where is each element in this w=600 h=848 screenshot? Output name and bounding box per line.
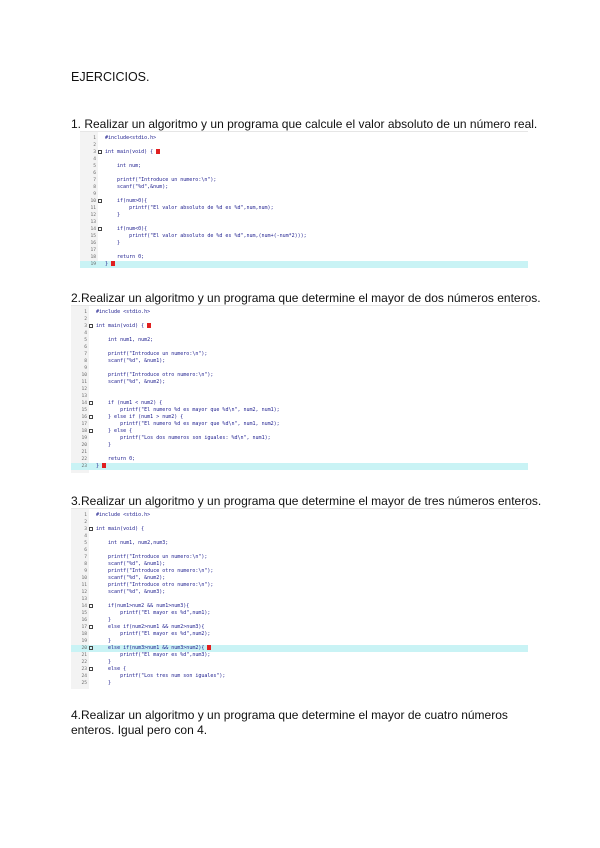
code-line: [71, 526, 528, 533]
code-text: }: [96, 617, 112, 623]
line-number: 3: [84, 527, 87, 532]
line-number: 19: [81, 639, 87, 644]
code-line: [71, 407, 528, 414]
code-text: int num1, num2;: [96, 337, 154, 343]
code-line: [71, 652, 528, 659]
code-line: [80, 254, 528, 261]
line-number: 13: [81, 394, 87, 399]
line-number: 16: [81, 618, 87, 623]
code-line: [71, 351, 528, 358]
code-text: int main(void) {: [96, 526, 145, 532]
question-4: 4.Realizar un algoritmo y un programa que determine el mayor de cuatro números enteros. Igual pero con 4.: [71, 708, 508, 737]
code-text: }: [105, 212, 121, 218]
code-text: }: [105, 240, 121, 246]
code-line: [71, 645, 528, 652]
line-number: 4: [84, 331, 87, 336]
line-number: 10: [90, 199, 96, 204]
line-number: 18: [90, 255, 96, 260]
code-line: [71, 666, 528, 673]
line-number: 23: [81, 464, 87, 469]
line-number: 13: [81, 597, 87, 602]
code-line: [71, 463, 528, 470]
code-line: [71, 365, 528, 372]
code-text: else if(num3>num1 && num3>num2){: [96, 645, 211, 652]
code-screenshot-2: [71, 305, 528, 473]
fold-toggle-icon[interactable]: [89, 646, 93, 650]
page-title: EJERCICIOS.: [71, 70, 150, 84]
line-number: 4: [84, 534, 87, 539]
line-number: 11: [81, 380, 87, 385]
code-line: [80, 261, 528, 268]
line-number: 8: [84, 359, 87, 364]
fold-toggle-icon[interactable]: [89, 527, 93, 531]
code-line: [80, 226, 528, 233]
code-text: printf("El valor absoluto de %d es %d",num,num);: [105, 205, 274, 211]
code-text: if(num>0){: [105, 198, 148, 204]
line-number: 4: [93, 157, 96, 162]
line-number: 1: [93, 136, 96, 141]
line-number: 10: [81, 373, 87, 378]
code-text: printf("El mayor es %d",num2);: [96, 631, 211, 637]
code-line: [71, 554, 528, 561]
line-number: 19: [81, 436, 87, 441]
cursor-marker-icon: [207, 645, 211, 650]
line-number: 19: [90, 262, 96, 267]
code-line: [71, 659, 528, 666]
code-line: [80, 233, 528, 240]
code-line: [71, 372, 528, 379]
code-text: scanf("%d", &num3);: [96, 589, 166, 595]
code-line: [71, 519, 528, 526]
code-line: [80, 135, 528, 142]
line-number: 10: [81, 576, 87, 581]
line-number: 23: [81, 667, 87, 672]
code-line: [80, 205, 528, 212]
fold-toggle-icon[interactable]: [89, 604, 93, 608]
code-text: } else {: [96, 428, 133, 434]
cursor-marker-icon: [156, 149, 160, 154]
line-number: 9: [93, 192, 96, 197]
code-line: [71, 589, 528, 596]
code-text: printf("Introduce un numero:\n");: [105, 177, 217, 183]
cursor-marker-icon: [147, 323, 151, 328]
code-line: [71, 379, 528, 386]
code-text: printf("El mayor es %d",num3);: [96, 652, 211, 658]
code-line: [80, 191, 528, 198]
code-line: [71, 316, 528, 323]
code-line: [80, 156, 528, 163]
line-number: 18: [81, 429, 87, 434]
code-text: if(num<0){: [105, 226, 148, 232]
code-line: [71, 561, 528, 568]
code-text: printf("El numero %d es mayor que %d\n", num1, num2);: [96, 421, 280, 427]
line-number: 14: [81, 401, 87, 406]
code-text: #include<stdio.h>: [105, 135, 157, 141]
code-text: int num;: [105, 163, 142, 169]
code-text: printf("El numero %d es mayor que %d\n", num2, num1);: [96, 407, 280, 413]
line-number: 2: [84, 317, 87, 322]
fold-toggle-icon[interactable]: [89, 415, 93, 419]
fold-toggle-icon[interactable]: [98, 150, 102, 154]
code-text: }: [105, 261, 115, 268]
fold-toggle-icon[interactable]: [98, 227, 102, 231]
code-line: [71, 344, 528, 351]
fold-toggle-icon[interactable]: [98, 199, 102, 203]
code-text: printf("Introduce otro numero:\n");: [96, 582, 214, 588]
line-number: 20: [81, 443, 87, 448]
code-line: [80, 240, 528, 247]
fold-toggle-icon[interactable]: [89, 667, 93, 671]
code-line: [71, 631, 528, 638]
line-number: 5: [93, 164, 96, 169]
code-text: printf("Introduce un numero:\n");: [96, 554, 208, 560]
code-text: scanf("%d",&num);: [105, 184, 169, 190]
code-line: [71, 512, 528, 519]
code-text: return 0;: [105, 254, 145, 260]
line-number: 2: [84, 520, 87, 525]
code-text: else {: [96, 666, 127, 672]
line-number: 7: [93, 178, 96, 183]
fold-toggle-icon[interactable]: [89, 625, 93, 629]
line-number: 21: [81, 653, 87, 658]
fold-toggle-icon[interactable]: [89, 429, 93, 433]
line-number: 24: [81, 674, 87, 679]
code-screenshot-1: [80, 131, 528, 268]
code-line: [80, 184, 528, 191]
line-number: 17: [90, 248, 96, 253]
line-number: 11: [90, 206, 96, 211]
line-number: 12: [90, 213, 96, 218]
line-number: 20: [81, 646, 87, 651]
code-line: [71, 309, 528, 316]
line-number: 7: [84, 555, 87, 560]
code-text: return 0;: [96, 456, 136, 462]
code-text: printf("Introduce otro numero:\n");: [96, 568, 214, 574]
code-line: [71, 456, 528, 463]
code-line: [80, 198, 528, 205]
code-text: }: [96, 680, 112, 686]
code-line: [71, 386, 528, 393]
question-1: 1. Realizar un algoritmo y un programa que calcule el valor absoluto de un número real.: [71, 117, 538, 131]
code-text: printf("Los dos numeros son iguales: %d\n", num1);: [96, 435, 271, 441]
code-line: [71, 617, 528, 624]
code-line: [71, 421, 528, 428]
question-2: 2.Realizar un algoritmo y un programa que determine el mayor de dos números enteros.: [71, 291, 541, 305]
line-number: 22: [81, 457, 87, 462]
code-text: if(num1>num2 && num1>num3){: [96, 603, 190, 609]
code-line: [71, 533, 528, 540]
line-number: 16: [81, 415, 87, 420]
line-number: 3: [84, 324, 87, 329]
line-number: 21: [81, 450, 87, 455]
code-text: }: [96, 442, 112, 448]
code-line: [71, 323, 528, 330]
line-number: 22: [81, 660, 87, 665]
code-text: } else if (num1 > num2) {: [96, 414, 184, 420]
code-line: [71, 540, 528, 547]
code-line: [71, 547, 528, 554]
code-text: printf("El valor absoluto de %d es %d",num,(num+(-num*2)));: [105, 233, 307, 239]
line-number: 15: [81, 611, 87, 616]
cursor-marker-icon: [111, 261, 115, 266]
fold-toggle-icon[interactable]: [89, 324, 93, 328]
code-text: int main(void) {: [96, 323, 151, 330]
code-line: [80, 219, 528, 226]
code-text: if (num1 < num2) {: [96, 400, 163, 406]
code-line: [71, 400, 528, 407]
code-line: [71, 582, 528, 589]
code-text: printf("Los tres num son iguales");: [96, 673, 226, 679]
line-number: 9: [84, 569, 87, 574]
line-number: 12: [81, 387, 87, 392]
line-number: 16: [90, 241, 96, 246]
code-text: printf("Introduce otro numero:\n");: [96, 372, 214, 378]
code-line: [71, 673, 528, 680]
code-line: [71, 435, 528, 442]
code-line: [80, 170, 528, 177]
line-number: 5: [84, 338, 87, 343]
line-number: 17: [81, 422, 87, 427]
code-line: [71, 358, 528, 365]
code-text: }: [96, 463, 106, 470]
cursor-marker-icon: [102, 463, 106, 468]
code-line: [71, 596, 528, 603]
line-number: 15: [90, 234, 96, 239]
line-number: 8: [93, 185, 96, 190]
line-number: 12: [81, 590, 87, 595]
code-line: [71, 330, 528, 337]
line-number: 13: [90, 220, 96, 225]
code-line: [71, 337, 528, 344]
line-number: 15: [81, 408, 87, 413]
line-number: 3: [93, 150, 96, 155]
code-line: [71, 568, 528, 575]
code-text: #include <stdio.h>: [96, 512, 151, 518]
line-number: 14: [81, 604, 87, 609]
code-text: int num1, num2,num3;: [96, 540, 169, 546]
code-text: int main(void) {: [105, 149, 160, 156]
code-line: [80, 142, 528, 149]
code-line: [71, 680, 528, 687]
code-line: [71, 442, 528, 449]
code-text: scanf("%d", &num1);: [96, 561, 166, 567]
code-line: [71, 624, 528, 631]
code-text: printf("Introduce un numero:\n");: [96, 351, 208, 357]
code-line: [71, 428, 528, 435]
code-line: [80, 247, 528, 254]
line-number: 8: [84, 562, 87, 567]
code-line: [80, 149, 528, 156]
code-line: [71, 575, 528, 582]
code-text: printf("El mayor es %d",num1);: [96, 610, 211, 616]
line-number: 1: [84, 513, 87, 518]
line-number: 6: [93, 171, 96, 176]
code-line: [71, 393, 528, 400]
code-line: [71, 610, 528, 617]
question-3: 3.Realizar un algoritmo y un programa que determine el mayor de tres números enteros.: [71, 494, 542, 508]
code-line: [71, 638, 528, 645]
code-text: scanf("%d", &num1);: [96, 358, 166, 364]
line-number: 18: [81, 632, 87, 637]
code-line: [80, 212, 528, 219]
line-number: 2: [93, 143, 96, 148]
code-text: scanf("%d", &num2);: [96, 379, 166, 385]
line-number: 17: [81, 625, 87, 630]
code-text: #include <stdio.h>: [96, 309, 151, 315]
line-number: 7: [84, 352, 87, 357]
code-text: }: [96, 659, 112, 665]
code-text: else if(num2>num1 && num2>num3){: [96, 624, 205, 630]
line-number: 11: [81, 583, 87, 588]
fold-toggle-icon[interactable]: [89, 401, 93, 405]
line-number: 1: [84, 310, 87, 315]
line-number: 6: [84, 548, 87, 553]
code-line: [71, 603, 528, 610]
code-screenshot-3: [71, 508, 528, 689]
code-line: [71, 449, 528, 456]
code-line: [80, 177, 528, 184]
line-number: 9: [84, 366, 87, 371]
line-number: 14: [90, 227, 96, 232]
code-text: }: [96, 638, 112, 644]
line-number: 25: [81, 681, 87, 686]
code-line: [71, 414, 528, 421]
code-text: scanf("%d", &num2);: [96, 575, 166, 581]
line-number: 6: [84, 345, 87, 350]
code-line: [80, 163, 528, 170]
line-number: 5: [84, 541, 87, 546]
